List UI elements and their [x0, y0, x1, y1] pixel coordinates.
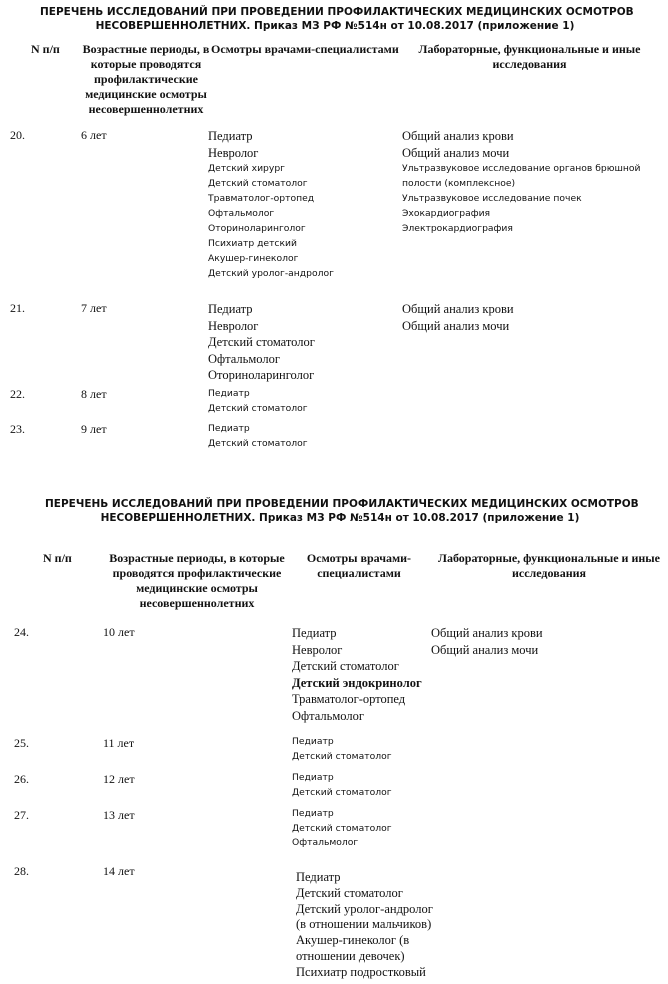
lab-item: Общий анализ крови	[431, 626, 543, 640]
row-doctors	[296, 870, 433, 981]
header-age: Возрастные периоды, в которые проводятся профилактические медицинские осмотры несовершеннолетних	[109, 551, 285, 610]
row-num: 24.	[14, 625, 29, 639]
title-line-2: НЕСОВЕРШЕННОЛЕТНИХ. Приказ МЗ РФ №514н от 10.08.2017 (приложение 1)	[100, 512, 580, 524]
header-num: N п/п	[31, 42, 60, 56]
row-doctors	[208, 386, 308, 416]
row-doctors	[208, 421, 308, 451]
doctor-item: Невролог	[208, 145, 259, 160]
lab-item: Общий анализ мочи	[402, 318, 510, 333]
doctor-item: Детский стоматолог	[296, 885, 403, 900]
row-doctors	[208, 128, 334, 281]
doctor-item: Невролог	[292, 642, 343, 657]
doctor-item: Детский стоматолог	[208, 335, 315, 349]
lab-item: Ультразвуковое исследование почек	[402, 193, 582, 204]
doctor-item: Педиатр	[292, 736, 334, 747]
doctor-item: Травматолог-ортопед	[292, 692, 406, 706]
row-age: 14 лет	[103, 864, 135, 878]
doctor-item: Педиатр	[296, 870, 341, 884]
doctor-item: Педиатр	[208, 388, 250, 399]
row-age: 13 лет	[103, 808, 135, 822]
title-line-1: ПЕРЕЧЕНЬ ИССЛЕДОВАНИЙ ПРИ ПРОВЕДЕНИИ ПРОФИЛАКТИЧЕСКИХ МЕДИЦИНСКИХ ОСМОТРОВ	[40, 6, 634, 18]
row-age: 6 лет	[81, 128, 107, 142]
doctor-item: (в отношении мальчиков)	[296, 917, 432, 932]
doctor-item: Психиатр подростковый	[296, 964, 426, 979]
doctor-item: Детский уролог-андролог	[296, 901, 433, 916]
doctor-item: Педиатр	[292, 772, 334, 783]
title-line-1: ПЕРЕЧЕНЬ ИССЛЕДОВАНИЙ ПРИ ПРОВЕДЕНИИ ПРОФИЛАКТИЧЕСКИХ МЕДИЦИНСКИХ ОСМОТРОВ	[45, 498, 639, 510]
row-age: 9 лет	[81, 422, 107, 436]
lab-item: Общий анализ мочи	[402, 145, 510, 160]
row-age: 11 лет	[103, 736, 135, 750]
doctor-item: Педиатр	[208, 302, 253, 316]
doctor-item: Детский стоматолог	[292, 659, 399, 673]
header-doctors: Осмотры врачами-специалистами	[211, 42, 399, 56]
row-num: 20.	[10, 128, 25, 142]
lab-item: Общий анализ крови	[402, 302, 514, 316]
doctor-item: Детский эндокринолог	[292, 675, 422, 690]
row-age: 7 лет	[81, 301, 107, 315]
doctor-item: Педиатр	[208, 423, 250, 434]
doctor-item: Педиатр	[208, 129, 253, 143]
lab-item: Электрокардиография	[402, 223, 513, 234]
doctor-item: Офтальмолог	[292, 708, 364, 723]
row-num: 23.	[10, 422, 25, 436]
section-2-title	[45, 497, 639, 525]
doctor-item: Педиатр	[292, 808, 334, 819]
doctor-item: Офтальмолог	[292, 837, 359, 848]
row-doctors	[292, 807, 392, 851]
doctor-item: Акушер-гинеколог	[208, 253, 299, 264]
lab-item: Эхокардиография	[402, 208, 491, 219]
doctor-item: Детский стоматолог	[208, 403, 308, 414]
row-labs	[402, 301, 514, 334]
doctor-item: Детский стоматолог	[292, 786, 392, 798]
doctor-item: Невролог	[208, 318, 259, 333]
doctor-item: Оториноларинголог	[208, 223, 306, 234]
row-num: 26.	[14, 772, 29, 786]
row-num: 25.	[14, 736, 29, 750]
row-num: 21.	[10, 301, 25, 315]
row-doctors	[292, 625, 422, 724]
row-age: 12 лет	[103, 772, 135, 786]
header-labs: Лабораторные, функциональные и иные исследования	[418, 42, 641, 71]
doctor-item: Акушер-гинеколог (в	[296, 933, 410, 948]
doctor-item: Педиатр	[292, 626, 337, 640]
header-doctors: Осмотры врачами-специалистами	[306, 551, 412, 580]
doctor-item: Травматолог-ортопед	[208, 193, 315, 204]
doctor-item: Детский стоматолог	[208, 178, 308, 189]
lab-item: Ультразвуковое исследование органов брюшной полости (комплексное)	[402, 163, 641, 189]
row-num: 27.	[14, 808, 29, 822]
row-num: 28.	[14, 864, 29, 878]
doctor-item: Психиатр детский	[208, 238, 297, 249]
row-doctors	[292, 735, 392, 764]
header-age: Возрастные периоды, в которые проводятся профилактические медицинские осмотры несовершеннолетних	[82, 42, 210, 116]
row-age: 8 лет	[81, 387, 107, 401]
lab-item: Общий анализ крови	[402, 129, 514, 143]
header-num: N п/п	[43, 551, 72, 565]
row-num: 22.	[10, 387, 25, 401]
doctor-item: Оториноларинголог	[208, 368, 315, 382]
row-labs	[402, 128, 642, 236]
doctor-item: Детский стоматолог	[292, 750, 392, 762]
doctor-item: Детский хирург	[208, 163, 285, 174]
section-1-title	[40, 5, 634, 33]
row-doctors	[208, 301, 315, 384]
row-age: 10 лет	[103, 625, 135, 639]
row-doctors	[292, 771, 392, 800]
title-line-2: НЕСОВЕРШЕННОЛЕТНИХ. Приказ МЗ РФ №514н от 10.08.2017 (приложение 1)	[95, 20, 575, 32]
doctor-item: Офтальмолог	[208, 351, 280, 366]
doctor-item: Детский стоматолог	[292, 822, 392, 834]
doctor-item: Детский стоматолог	[208, 438, 308, 449]
lab-item: Общий анализ мочи	[431, 642, 539, 657]
doctor-item: Детский уролог-андролог	[208, 268, 334, 279]
doctor-item: Офтальмолог	[208, 208, 275, 219]
header-labs: Лабораторные, функциональные и иные исследования	[438, 551, 660, 580]
doctor-item: отношении девочек)	[296, 948, 405, 963]
row-labs	[431, 625, 543, 658]
